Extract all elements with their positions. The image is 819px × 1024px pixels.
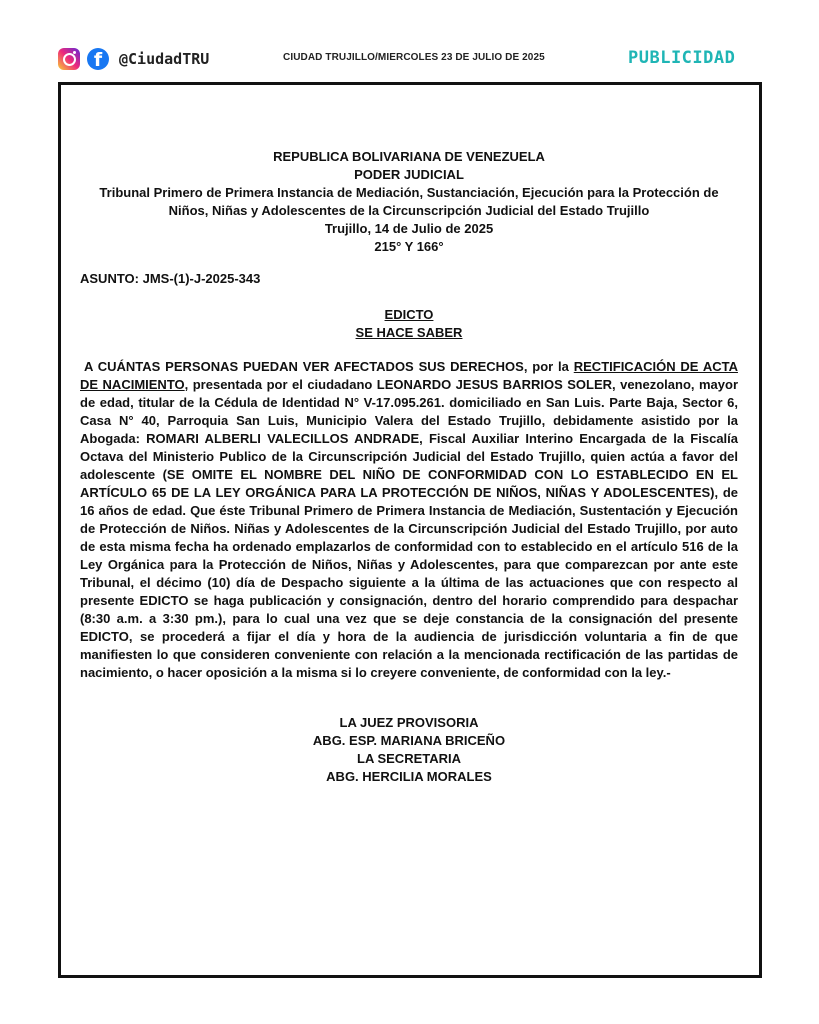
signature-block bbox=[80, 714, 738, 786]
case-number: ASUNTO: JMS-(1)-J-2025-343 bbox=[80, 271, 261, 286]
heading-branch: PODER JUDICIAL bbox=[354, 167, 464, 182]
secretary-name: ABG. HERCILIA MORALES bbox=[326, 769, 492, 784]
publication-date: CIUDAD TRUJILLO/MIERCOLES 23 DE JULIO DE 2025 bbox=[283, 52, 545, 63]
document-heading bbox=[80, 148, 738, 256]
social-handle: @CiudadTRU bbox=[119, 50, 210, 68]
body-rest: , presentada por el ciudadano LEONARDO JESUS BARRIOS SOLER, venezolano, mayor de edad, titular de la Cédula de Identidad N° V-17.095.261. domiciliado en San Luis. Parte Baja, Sector 6, Casa N° 40, Parroquia San Luis, Municipio Valera del Estado Trujillo, debidamente asistido por la Abogada: ROMARI ALBERLI VALECILLOS ANDRADE, Fiscal Auxiliar Interino Encargada de la Fiscalía Octava del Ministerio Publico de la Circunscripción Judicial del Estado Trujillo, quien actúa a favor del adolescente (SE OMITE EL NOMBRE DEL NIÑO DE CONFORMIDAD CON LO ESTABLECIDO EN EL ARTÍCULO 65 DE LA LEY ORGÁNICA PARA LA PROTECCIÓN DE NIÑOS, NIÑAS Y ADOLESCENTES), de 16 años de edad. Que éste Tribunal Primero de Primera Instancia de Mediación, Sustentación y Ejecución de Protección de Niños. Niñas y Adolescentes de la Circunscripción Judicial del Estado Trujillo, por auto de esta misma fecha ha ordenado emplazarlos de conformidad con to establecido en el artículo 516 de la Ley Orgánica para la Protección de Niños, Niñas y Adolescentes, para que comparezcan por ante este Tribunal, el décimo (10) día de Despacho siguiente a la última de las actuaciones que con respecto al presente EDICTO se haga publicación y consignación, dentro del horario comprendido para despachar (8:30 a.m. a 3:30 pm.), para lo cual una vez que se deje constancia de la consignación del presente EDICTO, se procederá a fijar el día y hora de la audiencia de jurisdicción voluntaria a fin de que manifiesten lo que consideren conveniente con relación a la mencionada rectificación de las partidas de nacimiento, o hacer oposición a la misma si lo creyere conveniente, de conformidad con la ley.- bbox=[80, 377, 739, 680]
secretary-title: LA SECRETARIA bbox=[357, 751, 461, 766]
edict-title: EDICTO bbox=[384, 307, 434, 322]
heading-country: REPUBLICA BOLIVARIANA DE VENEZUELA bbox=[273, 149, 545, 164]
page-header bbox=[0, 0, 819, 80]
judge-title: LA JUEZ PROVISORIA bbox=[339, 715, 479, 730]
judge-name: ABG. ESP. MARIANA BRICEÑO bbox=[312, 733, 506, 748]
edict-document bbox=[80, 148, 738, 786]
section-label: PUBLICIDAD bbox=[628, 48, 736, 68]
body-subject: RECTIFICACIÓN DE ACTA DE NACIMIENTO bbox=[80, 359, 738, 392]
edict-subtitle: SE HACE SABER bbox=[355, 325, 463, 340]
instagram-icon[interactable] bbox=[58, 48, 80, 70]
heading-date: Trujillo, 14 de Julio de 2025 bbox=[324, 221, 494, 236]
heading-tribunal: Tribunal Primero de Primera Instancia de Mediación, Sustanciación, Ejecución para la Protección de Niños, Niñas y Adolescentes de la Circunscripción Judicial del Estado Trujillo bbox=[99, 185, 719, 218]
facebook-icon[interactable]: f bbox=[87, 48, 109, 70]
edict-title-block bbox=[80, 306, 738, 342]
social-links bbox=[58, 48, 209, 70]
edict-body bbox=[80, 358, 738, 682]
heading-years: 215° Y 166° bbox=[374, 239, 444, 254]
body-lead: A CUÁNTAS PERSONAS PUEDAN VER AFECTADOS SUS DERECHOS, por la bbox=[84, 359, 574, 374]
